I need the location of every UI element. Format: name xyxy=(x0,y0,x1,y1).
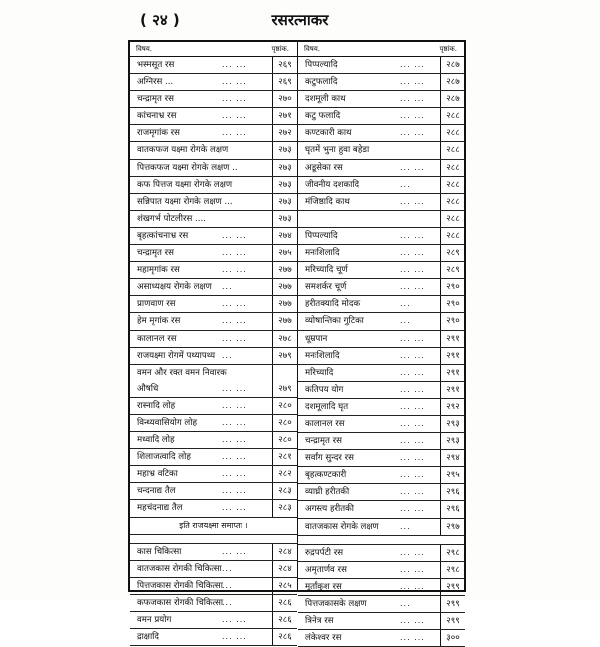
entry-page-number: २९३ xyxy=(440,416,465,432)
entry-page-number: २७७ xyxy=(272,279,297,295)
entry-leader-dots: ... xyxy=(222,282,233,292)
entry-page-number: २७४ xyxy=(272,228,297,244)
entry-page-number: २८८ xyxy=(440,228,465,244)
entry-leader-dots: ... ... xyxy=(400,384,425,394)
index-entry xyxy=(130,483,297,500)
entry-page-number: ३०० xyxy=(440,630,465,646)
entry-subject: वमन और रक्त वमन निवारक xyxy=(137,367,227,378)
entry-page-number: २८४ xyxy=(272,544,297,560)
entry-subject: अग्निरस ... xyxy=(137,77,174,88)
entry-subject: चन्द्रामृत रस xyxy=(137,94,174,105)
entry-page-number: २९९ xyxy=(440,613,465,629)
entry-subject: समशर्कर चूर्ण xyxy=(305,282,347,293)
entry-subject: कतिपय योग xyxy=(305,384,344,395)
entry-leader-dots: ... ... xyxy=(400,453,425,463)
entry-page-number: २९१ xyxy=(440,348,465,364)
entry-page-number: २७५ xyxy=(272,245,297,261)
index-entry xyxy=(130,296,297,313)
entry-leader-dots: ... ... xyxy=(400,94,425,104)
entry-subject: अमृतार्णव रस xyxy=(305,564,347,575)
index-entry xyxy=(130,331,297,348)
subject-label: विषय. xyxy=(136,45,153,53)
index-entry xyxy=(298,416,465,433)
index-entry xyxy=(130,160,297,177)
entry-subject: दशमूलादि घृत xyxy=(305,401,349,412)
page-header xyxy=(0,10,600,34)
index-column-left xyxy=(130,42,298,643)
entry-subject: भस्मसूत रस xyxy=(137,60,175,70)
entry-page-number: २९१ xyxy=(440,382,465,398)
index-entry xyxy=(130,348,297,365)
entry-leader-dots: ... ... xyxy=(222,615,247,624)
entry-leader-dots: ... ... xyxy=(222,452,247,462)
entry-page-number: २६९ xyxy=(272,57,297,73)
entry-leader-dots: ... xyxy=(222,597,233,607)
entry-subject: मंजिष्ठादि काथ xyxy=(305,196,350,207)
index-entry xyxy=(130,449,297,466)
entry-leader-dots: ... ... xyxy=(400,230,425,240)
index-entry xyxy=(298,228,465,245)
page-number: ( २४ ) xyxy=(140,11,180,29)
entry-subject: मरिच्यादि चूर्ण xyxy=(305,265,348,276)
index-entry xyxy=(298,108,465,125)
entry-leader-dots: ... ... xyxy=(400,487,425,497)
entry-leader-dots: ... ... xyxy=(400,350,425,360)
entry-page-number: २९८ xyxy=(440,545,465,561)
index-entry xyxy=(130,535,297,544)
entry-page-number: २७७ xyxy=(272,296,297,312)
entry-page-number: २८९ xyxy=(440,262,465,278)
entry-page-number: २८८ xyxy=(440,177,465,193)
index-entry xyxy=(298,296,465,313)
page-label: पृष्ठांक. xyxy=(439,45,457,53)
entry-subject: जीवनीय दशकादि xyxy=(305,179,360,190)
entry-page-number: २८२ xyxy=(272,466,297,482)
entry-leader-dots: ... ... xyxy=(222,503,247,513)
entry-subject: बृहत्कांचनाभ्र रस xyxy=(137,230,189,241)
entry-subject: कफजकास रोगकी चिकित्सा xyxy=(137,597,224,608)
entry-subject: दशमूली काथ xyxy=(305,94,346,105)
entry-page-number: २७३ xyxy=(272,194,297,210)
entry-leader-dots: ... ... xyxy=(400,60,425,69)
entry-page-number: २७३ xyxy=(272,160,297,176)
entry-page-number: २८८ xyxy=(440,108,465,124)
index-entry xyxy=(130,177,297,194)
entry-subject: महचंदनाद्य तैल xyxy=(137,503,183,514)
entry-leader-dots: ... ... xyxy=(400,196,425,206)
entry-leader-dots: ... xyxy=(222,563,233,573)
entry-leader-dots: ... ... xyxy=(400,504,425,514)
index-entry xyxy=(298,57,465,74)
entry-page-number: २७८ xyxy=(272,331,297,347)
entry-page-number: २७३ xyxy=(272,142,297,158)
index-entry xyxy=(130,561,297,578)
index-entry xyxy=(130,211,297,228)
index-entry xyxy=(298,262,465,279)
entry-subject: मनःशिलादि xyxy=(305,248,340,259)
entry-page-number: २८७ xyxy=(440,74,465,90)
entry-page-number: २७० xyxy=(272,91,297,107)
entry-page-number: २९० xyxy=(440,279,465,295)
entry-subject: अगस्त्य हरीतकी xyxy=(305,504,354,515)
entry-leader-dots: ... ... xyxy=(400,581,425,591)
entry-page-number: २९७ xyxy=(440,519,465,535)
entry-page-number: २९८ xyxy=(440,562,465,578)
entry-page-number: २८८ xyxy=(440,194,465,210)
index-entry xyxy=(298,160,465,177)
entry-leader-dots: ... ... xyxy=(400,616,425,625)
entry-subject: राजयक्ष्मा रोगमें पथ्यापथ्य xyxy=(137,350,216,361)
entry-page-number: २८८ xyxy=(440,125,465,141)
entry-leader-dots: ... ... xyxy=(222,230,247,240)
entry-subject: कालानल रस xyxy=(137,333,177,344)
entry-page-number: २८७ xyxy=(440,57,465,73)
entry-leader-dots: ... ... xyxy=(400,111,425,121)
entry-leader-dots: ... ... xyxy=(222,111,247,121)
index-entry xyxy=(298,399,465,416)
entry-leader-dots: ... ... xyxy=(400,265,425,275)
entry-leader-dots: ... ... xyxy=(222,632,247,642)
entry-subject: मूर्तांकुश रस xyxy=(305,581,342,592)
entry-leader-dots: ... ... xyxy=(400,436,425,446)
entry-subject: चन्द्रामृत रस xyxy=(137,248,174,259)
index-entry xyxy=(298,562,465,579)
index-entry xyxy=(298,365,465,382)
entry-leader-dots: ... ... xyxy=(222,469,247,479)
entry-subject: अडूसेका रस xyxy=(305,162,343,173)
entry-page-number: २८६ xyxy=(272,612,297,628)
entry-page-number: २८३ xyxy=(272,483,297,499)
entry-page-number: २७७ xyxy=(272,313,297,329)
index-entry xyxy=(130,578,297,595)
entry-page-number: २७२ xyxy=(272,125,297,141)
index-entry xyxy=(298,142,465,159)
index-entry xyxy=(130,125,297,142)
index-entry xyxy=(130,313,297,330)
index-entry xyxy=(130,466,297,483)
index-entry xyxy=(298,630,465,647)
entry-subject: वातजकास रोगके लक्षण xyxy=(305,521,379,532)
entry-subject: पित्तजकासके लक्षण xyxy=(305,598,367,609)
index-entry xyxy=(298,348,465,365)
entry-subject: सन्निपात यक्ष्मा रोगके लक्षण ... xyxy=(137,196,233,207)
entry-subject: व्योषान्तिका गुटिका xyxy=(305,316,364,327)
entry-page-number: २९४ xyxy=(440,450,465,466)
entry-page-number: २८५ xyxy=(272,578,297,594)
entry-leader-dots: ... ... xyxy=(222,333,247,343)
index-entry xyxy=(298,467,465,484)
entry-subject: घृतमें भुना हुवा बहेडा xyxy=(305,145,370,156)
index-entry xyxy=(130,91,297,108)
entry-subject: कटुफलादि xyxy=(305,77,338,88)
index-entry xyxy=(130,194,297,211)
entry-page-number: २९० xyxy=(440,313,465,329)
entry-subject: चन्दनाद्य तैल xyxy=(137,486,176,497)
entry-page-number: २९१ xyxy=(440,365,465,381)
entry-subject: विन्ध्यवासियोग लोह xyxy=(137,417,198,428)
index-entry xyxy=(298,519,465,536)
index-entry xyxy=(130,74,297,91)
index-entry xyxy=(130,245,297,262)
entry-leader-dots: ... ... xyxy=(400,282,425,292)
page-label: पृष्ठांक. xyxy=(271,45,289,53)
entry-leader-dots: ... ... xyxy=(222,128,247,138)
entry-leader-dots: ... ... xyxy=(400,128,425,138)
entry-leader-dots: ... ... xyxy=(400,248,425,258)
entry-subject: रास्नादि लोह xyxy=(137,400,176,411)
entry-subject: कांचनाभ्र रस xyxy=(137,111,177,122)
entry-subject: हेम मृगांक रस xyxy=(137,316,181,327)
entry-leader-dots: ... ... xyxy=(400,367,425,377)
entry-page-number: २९६ xyxy=(440,501,465,517)
index-entry xyxy=(298,501,465,518)
index-entry xyxy=(298,245,465,262)
index-entry xyxy=(130,57,297,74)
entry-page-number: २८८ xyxy=(440,160,465,176)
entry-leader-dots: ... xyxy=(400,316,411,326)
entry-leader-dots: ... xyxy=(222,580,233,590)
index-entry xyxy=(130,500,297,517)
entry-page-number: २८८ xyxy=(440,142,465,158)
index-entry xyxy=(298,596,465,613)
entry-subject: वातकफज यक्ष्मा रोगके लक्षण xyxy=(137,145,229,156)
entry-leader-dots: ... ... xyxy=(400,418,425,428)
entry-page-number: २८० xyxy=(272,415,297,431)
index-entry xyxy=(298,536,465,545)
entry-page-number: २६९ xyxy=(272,74,297,90)
entry-leader-dots: ... ... xyxy=(400,564,425,574)
entry-subject: कटु फलादि xyxy=(305,111,341,122)
entry-subject: प्राणवाण रस xyxy=(137,299,176,310)
index-entry xyxy=(130,279,297,296)
column-header-left xyxy=(130,42,297,57)
entry-page-number: २८९ xyxy=(440,245,465,261)
book-title: रसरत्नाकर xyxy=(271,11,329,29)
index-entry xyxy=(130,629,297,646)
index-entry xyxy=(298,74,465,91)
entry-page-number xyxy=(272,365,297,381)
index-entry xyxy=(298,382,465,399)
index-entry xyxy=(130,262,297,279)
entry-subject: वातजकास रोगकी चिकित्सा xyxy=(137,563,222,574)
index-entry xyxy=(298,450,465,467)
entry-subject: बृहत्कण्टकारी xyxy=(305,470,347,481)
entry-subject: पिप्पल्यादि xyxy=(305,60,338,70)
entry-leader-dots: ... ... xyxy=(222,248,247,258)
entry-page-number: २८० xyxy=(272,432,297,448)
entry-leader-dots: ... ... xyxy=(222,546,247,556)
index-entry xyxy=(298,545,465,562)
column-header-right xyxy=(298,42,465,57)
entry-leader-dots: ... ... xyxy=(400,333,425,343)
index-entry xyxy=(298,484,465,501)
entry-subject: महामृगांक रस xyxy=(137,265,180,276)
entry-page-number: २७१ xyxy=(272,108,297,124)
entry-page-number: २९९ xyxy=(440,579,465,595)
entry-page-number: २९९ xyxy=(440,596,465,612)
entry-subject: सर्वांग सुन्दर रस xyxy=(305,453,354,464)
entry-leader-dots: ... ... xyxy=(400,401,425,411)
entry-leader-dots: ... ... xyxy=(222,299,247,309)
entry-page-number: २८१ xyxy=(272,449,297,465)
subject-label: विषय. xyxy=(304,45,321,53)
entry-subject: व्याघ्री हरीतकी xyxy=(305,487,350,498)
entry-page-number: २८७ xyxy=(440,91,465,107)
index-entry xyxy=(130,415,297,432)
entry-leader-dots: ... ... xyxy=(222,435,247,445)
index-entry xyxy=(130,108,297,125)
entry-leader-dots: ... xyxy=(400,598,411,608)
entry-leader-dots: ... ... xyxy=(400,162,425,172)
index-entry xyxy=(298,211,465,228)
entry-page-number: २८३ xyxy=(272,500,297,516)
entry-page-number: २९२ xyxy=(440,399,465,415)
entry-leader-dots: ... ... xyxy=(222,316,247,326)
index-entry xyxy=(298,613,465,630)
entry-leader-dots: ... xyxy=(400,521,411,531)
entry-subject: वमन प्रयोग xyxy=(137,615,172,625)
entry-subject: पिप्पल्यादि xyxy=(305,230,338,241)
entry-leader-dots: ... ... xyxy=(400,77,425,87)
entry-subject: शिलाजत्वादि लोह xyxy=(137,452,191,463)
entry-subject: हरीतक्यादि मोदक xyxy=(305,299,361,310)
entry-page-number: २९१ xyxy=(440,331,465,347)
entry-subject: राजमृगांक रस xyxy=(137,128,180,139)
entry-subject: शंखगर्भ पोटलीरस .... xyxy=(137,213,206,224)
entry-subject: असाध्यक्षय रोगके लक्षण xyxy=(137,282,212,293)
closing-text: इति राजयक्ष्मा समाप्तः । xyxy=(179,520,248,530)
entry-page-number: २७३ xyxy=(272,211,297,227)
entry-subject: पित्तजकास रोगकी चिकित्सा xyxy=(137,580,223,591)
index-entry xyxy=(130,432,297,449)
entry-leader-dots: ... xyxy=(222,350,233,360)
index-entry xyxy=(130,142,297,159)
entry-leader-dots: ... ... xyxy=(222,265,247,275)
entry-page-number: २९५ xyxy=(440,467,465,483)
index-entry xyxy=(298,177,465,194)
entry-subject: धूम्रपान xyxy=(305,333,328,344)
index-entry xyxy=(130,595,297,612)
index-entry xyxy=(130,398,297,415)
entry-leader-dots: ... ... xyxy=(222,486,247,496)
section-closing xyxy=(130,518,297,535)
entry-subject: कफ पित्तज यक्ष्मा रोगके लक्षण xyxy=(137,179,233,190)
entry-subject: मध्वादि लोह xyxy=(137,435,175,446)
entry-leader-dots: ... ... xyxy=(222,417,247,427)
index-entry xyxy=(298,194,465,211)
entry-subject: पित्तकफज यक्ष्मा रोगके लक्षण .. xyxy=(137,162,238,173)
entry-leader-dots: ... xyxy=(400,299,411,309)
entry-leader-dots: ... ... xyxy=(400,547,425,557)
entry-subject: औषधि xyxy=(137,383,159,394)
index-entry xyxy=(298,331,465,348)
entry-page-number: २७३ xyxy=(272,177,297,193)
entry-page-number: २७९ xyxy=(272,381,297,397)
entry-leader-dots: ... xyxy=(400,179,411,189)
entry-subject: कास चिकित्सा xyxy=(137,546,182,557)
index-entry xyxy=(130,381,297,398)
entry-page-number: २९० xyxy=(440,296,465,312)
entry-page-number: २८४ xyxy=(272,561,297,577)
entry-page-number: २८६ xyxy=(272,629,297,645)
entry-leader-dots: ... ... xyxy=(222,383,247,393)
entry-subject: द्राक्षादि xyxy=(137,632,159,643)
entry-subject: मरिच्यादि xyxy=(305,367,334,378)
entry-subject: मनःशिलादि xyxy=(305,350,340,361)
left-rows xyxy=(130,57,297,646)
index-entry xyxy=(130,228,297,245)
entry-page-number: २८८ xyxy=(440,211,465,227)
entry-page-number: २७९ xyxy=(272,348,297,364)
entry-page-number: २७७ xyxy=(272,262,297,278)
index-entry xyxy=(298,313,465,330)
entry-leader-dots: ... ... xyxy=(400,633,425,643)
index-entry xyxy=(130,365,297,381)
entry-subject: रुद्रपर्पटी रस xyxy=(305,547,344,558)
entry-subject: लंकेश्वर रस xyxy=(305,633,342,644)
entry-leader-dots: ... ... xyxy=(222,60,247,69)
entry-subject: कालानल रस xyxy=(305,418,345,429)
index-entry xyxy=(298,579,465,596)
entry-page-number: २९३ xyxy=(440,433,465,449)
entry-leader-dots: ... ... xyxy=(222,94,247,104)
entry-subject: महाभ्र वटिका xyxy=(137,469,178,480)
entry-page-number: २८६ xyxy=(272,595,297,611)
right-rows xyxy=(298,57,465,647)
index-entry xyxy=(298,433,465,450)
index-entry xyxy=(298,125,465,142)
entry-page-number: २९६ xyxy=(440,484,465,500)
index-entry xyxy=(130,544,297,561)
entry-subject: कण्टकारी काथ xyxy=(305,128,352,139)
index-table xyxy=(128,40,466,644)
index-entry xyxy=(130,612,297,629)
index-entry xyxy=(298,91,465,108)
entry-leader-dots: ... ... xyxy=(222,400,247,410)
entry-leader-dots: ... ... xyxy=(400,470,425,480)
entry-subject: चन्द्रामृत रस xyxy=(305,436,342,447)
index-entry xyxy=(298,279,465,296)
entry-page-number: २८० xyxy=(272,398,297,414)
index-column-right xyxy=(298,42,465,644)
entry-leader-dots: ... ... xyxy=(222,77,247,87)
entry-subject: त्रिनेत्र रस xyxy=(305,616,334,626)
